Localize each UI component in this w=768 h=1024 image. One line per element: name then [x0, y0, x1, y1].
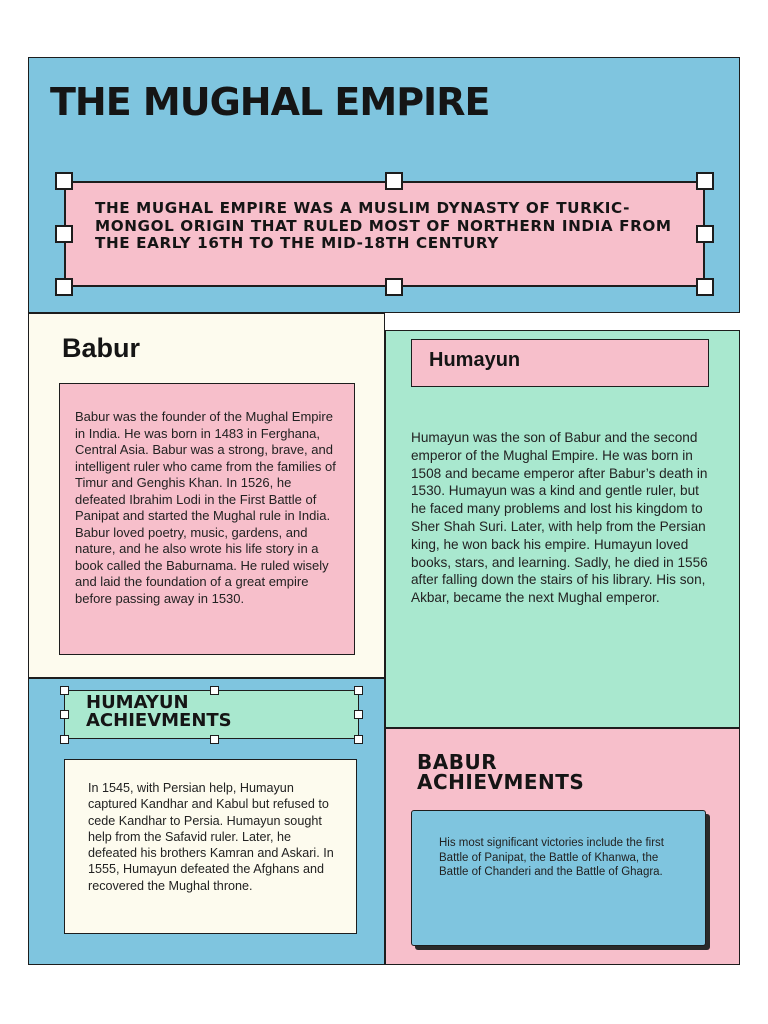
selection-handle[interactable]	[55, 225, 73, 243]
humayun-heading: Humayun	[429, 349, 521, 371]
heading-line: ACHIEVMENTS	[417, 770, 585, 794]
selection-handle[interactable]	[210, 735, 219, 744]
selection-handle[interactable]	[354, 710, 363, 719]
babur-heading: Babur	[62, 333, 141, 363]
selection-handle[interactable]	[385, 278, 403, 296]
selection-handle[interactable]	[55, 278, 73, 296]
selection-handle[interactable]	[55, 172, 73, 190]
selection-handle[interactable]	[354, 686, 363, 695]
subtitle-text: THE MUGHAL EMPIRE WAS A MUSLIM DYNASTY OF TURKIC-MONGOL ORIGIN THAT RULED MOST OF NORTHERN INDIA FROM THE EARLY 16TH TO THE MID-18TH CENTURY	[95, 199, 672, 252]
selection-handle[interactable]	[210, 686, 219, 695]
selection-handle[interactable]	[60, 710, 69, 719]
selection-handle[interactable]	[60, 735, 69, 744]
selection-handle[interactable]	[696, 172, 714, 190]
heading-line: BABUR	[417, 750, 498, 774]
humayun-achievements-heading	[86, 694, 232, 729]
selection-handle[interactable]	[60, 686, 69, 695]
heading-line: ACHIEVMENTS	[86, 709, 232, 731]
babur-achievements-text: His most significant victories include the first Battle of Panipat, the Battle of Khanwa, the Battle of Chanderi and the Battle of Ghagra.	[439, 837, 664, 878]
babur-achievements-heading	[417, 752, 584, 792]
selection-handle[interactable]	[696, 225, 714, 243]
heading-line: HUMAYUN	[86, 692, 189, 713]
selection-handle[interactable]	[696, 278, 714, 296]
page-title: THE MUGHAL EMPIRE	[50, 80, 490, 124]
humayun-text: Humayun was the son of Babur and the second emperor of the Mughal Empire. He was born in 1508 and became emperor after Babur’s death in 1530. Humayun was a kind and gentle ruler, but he faced many problems and lost his kingdom to Sher Shah Suri. Later, with help from the Persian king, he won back his empire. Humayun loved books, stars, and learning. Sadly, he died in 1556 after falling down the stairs of his library. His son, Akbar, became the next Mughal emperor.	[411, 430, 708, 606]
selection-handle[interactable]	[354, 735, 363, 744]
humayun-achievements-text: In 1545, with Persian help, Humayun captured Kandhar and Kabul but refused to cede Kandhar to Persia. Humayun sought help from the Safavid ruler. Later, he defeated his brothers Kamran and Askari. In 1555, Humayun defeated the Afghans and recovered the Mughal throne.	[88, 781, 334, 893]
selection-handle[interactable]	[385, 172, 403, 190]
babur-text: Babur was the founder of the Mughal Empire in India. He was born in 1483 in Ferghana, Central Asia. Babur was a strong, brave, and intelligent ruler who came from the families of Timur and Genghis Khan. In 1526, he defeated Ibrahim Lodi in the First Battle of Panipat and started the Mughal rule in India. Babur loved poetry, music, gardens, and nature, and he also wrote his life story in a book called the Baburnama. He ruled wisely and laid the foundation of a great empire before passing away in 1530.	[75, 409, 336, 606]
